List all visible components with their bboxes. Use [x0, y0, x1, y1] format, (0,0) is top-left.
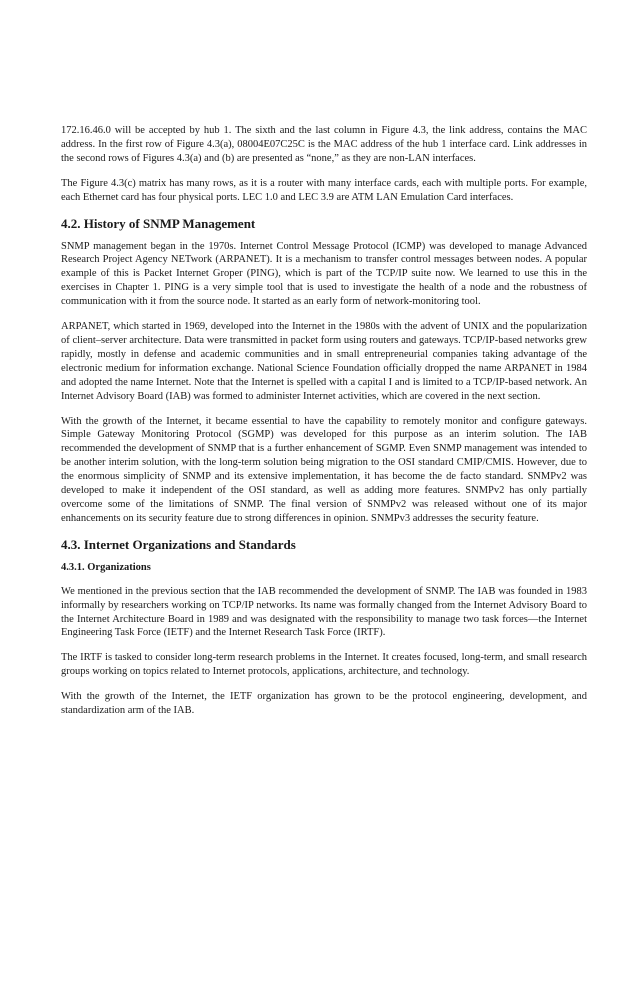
section-heading-organizations: 4.3. Internet Organizations and Standards: [61, 536, 296, 552]
paragraph: SNMP management began in the 1970s. Internet Control Message Protocol (ICMP) was developed to manage Advanced Research Project Agency NETwork (ARPANET). It is a mechanism to transfer control messages between nodes. A popular example of this is Packet Internet Groper (PING), which is part of the TCP/IP suite now. We learned to use this in the exercises in Chapter 1. PING is a very simple tool that is used to investigate the health of a node and the robustness of communication with it from the source node. It started as an early form of network-monitoring tool.: [61, 240, 587, 308]
paragraph: With the growth of the Internet, it became essential to have the capability to remotely monitor and configure gateways. Simple Gateway Monitoring Protocol (SGMP) was developed for this purpose as an interim solution. The IAB recommended the development of SNMP that is a further enhancement of SGMP. Even SNMP management was intended to be another interim solution, with the long-term solution being migration to the OSI standard CMIP/CMIS. However, due to the enormous simplicity of SNMP and its extensive implementation, it has become the de facto standard. SNMPv2 was developed to make it independent of the OSI standard, as well as adding more features. SNMPv2 has only partially overcome some of the limitations of SNMP. The final version of SNMPv2 was released without one of its major enhancements on its security feature due to strong differences in opinion. SNMPv3 addresses the security feature.: [61, 415, 587, 524]
section-heading-history: 4.2. History of SNMP Management: [61, 215, 256, 231]
paragraph: The Figure 4.3(c) matrix has many rows, as it is a router with many interface cards, each with multiple ports. For example, each Ethernet card has four physical ports. LEC 1.0 and LEC 3.9 are ATM LAN Emulation Card interfaces.: [61, 177, 587, 203]
paragraph: ARPANET, which started in 1969, developed into the Internet in the 1980s with the advent of UNIX and the popularization of client–server architecture. Data were transmitted in packet form using routers and gateways. TCP/IP-based networks grew rapidly, mostly in defense and academic communities and in small entrepreneurial companies taking advantage of the electronic medium for information exchange. National Science Foundation officially dropped the name ARPANET in 1984 and adopted the name Internet. Note that the Internet is spelled with a capital I and is limited to a TCP/IP-based network. An Internet Advisory Board (IAB) was formed to administer Internet activities, which are covered in the next section.: [61, 321, 587, 402]
paragraph: We mentioned in the previous section that the IAB recommended the development of SNMP. The IAB was founded in 1983 informally by researchers working on TCP/IP networks. Its name was formally changed from the Internet Advisory Board to the Internet Architecture Board in 1989 and was designated with the responsibility to manage two task forces—the Internet Engineering Task Force (IETF) and the Internet Research Task Force (IRTF).: [61, 585, 587, 639]
paragraph: The IRTF is tasked to consider long-term research problems in the Internet. It creates focused, long-term, and small research groups working on topics related to Internet protocols, applications, architecture, and technology.: [61, 652, 587, 678]
subsection-heading: 4.3.1. Organizations: [61, 561, 151, 573]
paragraph: 172.16.46.0 will be accepted by hub 1. The sixth and the last column in Figure 4.3, the link address, contains the MAC address. In the first row of Figure 4.3(a), 08004E07C25C is the MAC address of the hub 1 interface card. Link addresses in the second rows of Figures 4.3(a) and (b) are presented as “none,” as they are non-LAN interfaces.: [61, 125, 587, 164]
paragraph: With the growth of the Internet, the IETF organization has grown to be the protocol engineering, development, and standardization arm of the IAB.: [61, 691, 587, 717]
document-page: [61, 124, 587, 729]
